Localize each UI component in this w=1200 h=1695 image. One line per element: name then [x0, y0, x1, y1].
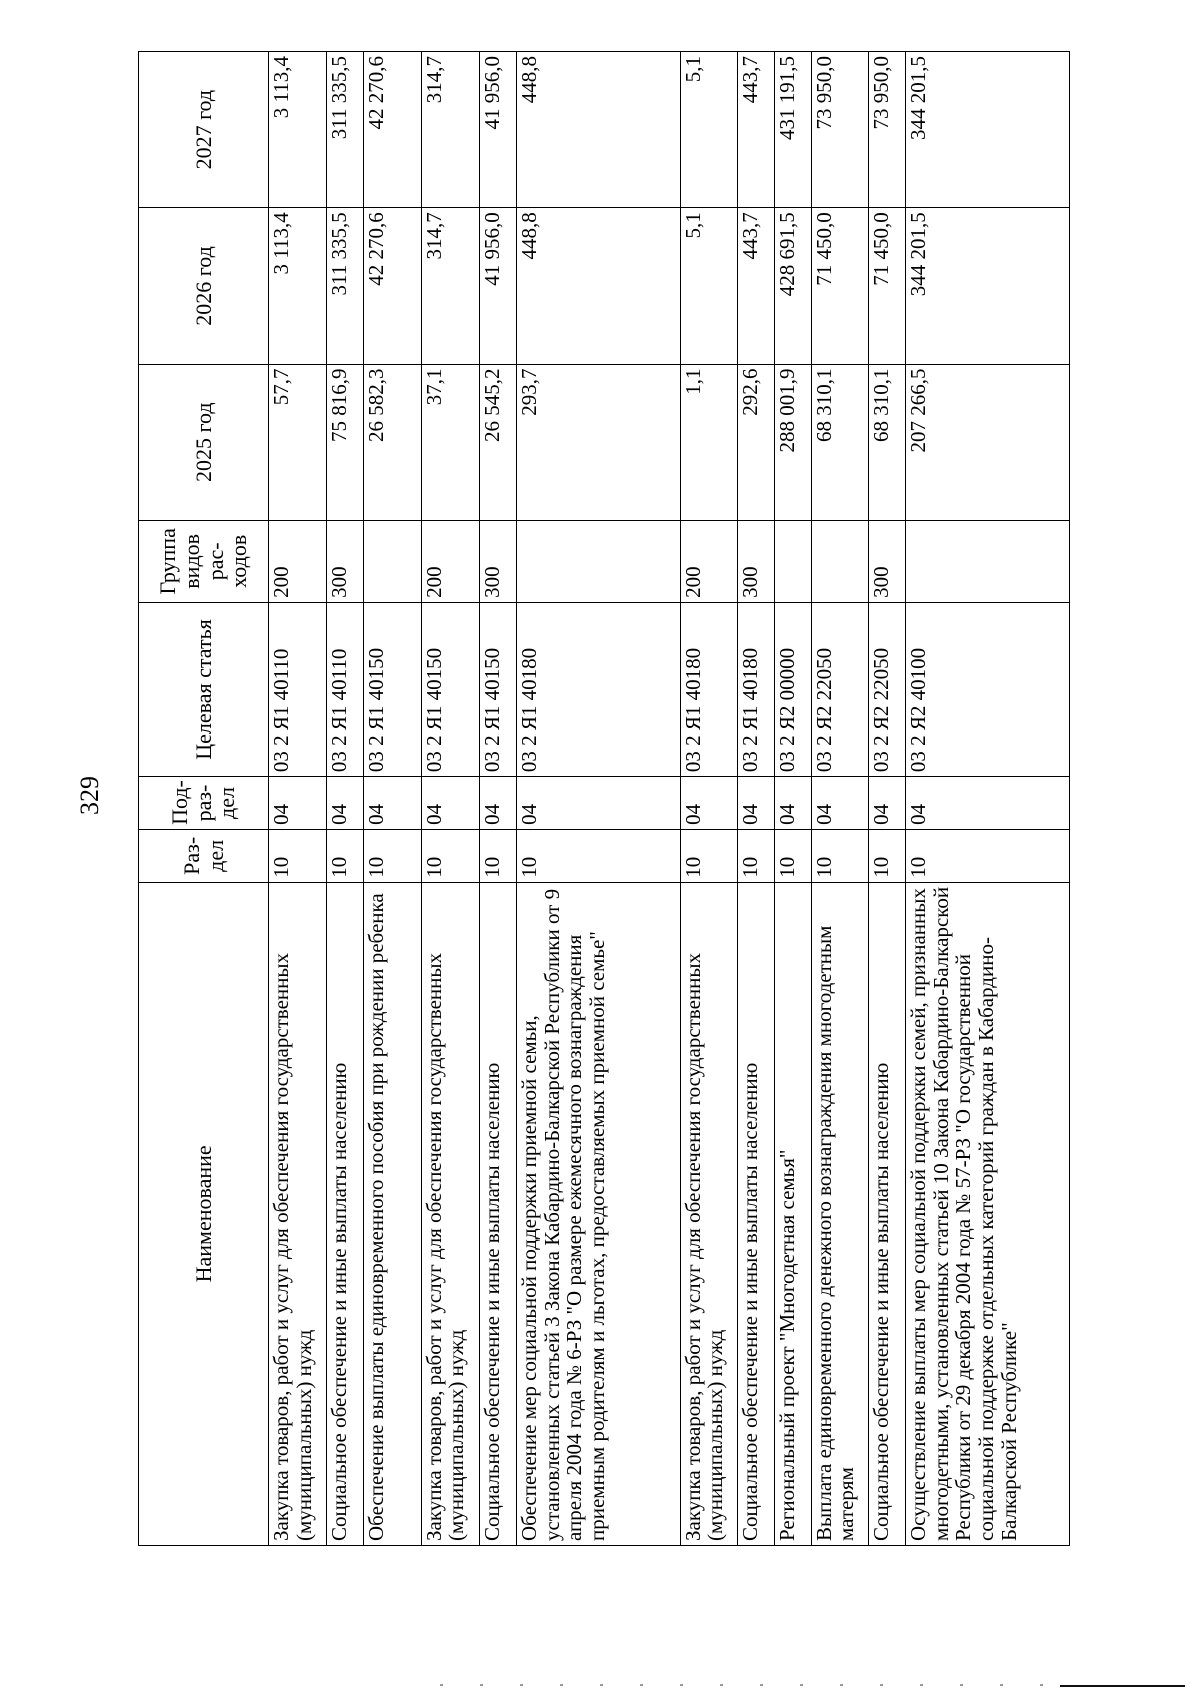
row-gruppa [774, 520, 811, 602]
row-2027: 3 113,4 [269, 52, 327, 208]
row-razdel: 10 [516, 829, 680, 882]
row-2026: 41 956,0 [479, 208, 516, 364]
row-2026: 314,7 [421, 208, 479, 364]
row-podrazdel: 04 [269, 777, 327, 830]
row-2025: 1,1 [680, 364, 737, 520]
row-celevaya-statya: 03 2 Я2 22050 [811, 602, 868, 776]
header-2025: 2025 год [139, 364, 269, 520]
table-row [811, 52, 868, 1546]
table-row [364, 52, 421, 1546]
row-2026: 71 450,0 [811, 208, 868, 364]
row-celevaya-statya: 03 2 Я1 40150 [421, 602, 479, 776]
row-name: Обеспечение мер социальной поддержки приемной семьи, установленных статьей 3 Закона Кабардино-Балкарской Республики от 9 апреля 2004 года № 6-РЗ "О размере ежемесячного вознаграждения приемным родителям и льготах, предоставляемых приемной семье" [516, 882, 680, 1545]
row-razdel: 10 [327, 829, 364, 882]
row-2026: 448,8 [516, 208, 680, 364]
row-2025: 288 001,9 [774, 364, 811, 520]
row-celevaya-statya: 03 2 Я2 22050 [869, 602, 906, 776]
row-razdel: 10 [421, 829, 479, 882]
row-2025: 68 310,1 [869, 364, 906, 520]
row-2025: 293,7 [516, 364, 680, 520]
table-row [327, 52, 364, 1546]
row-2026: 71 450,0 [869, 208, 906, 364]
row-gruppa: 300 [479, 520, 516, 602]
row-razdel: 10 [269, 829, 327, 882]
row-podrazdel: 04 [680, 777, 737, 830]
table-row [421, 52, 479, 1546]
row-name: Закупка товаров, работ и услуг для обеспечения государственных (муниципальных) нужд [269, 882, 327, 1545]
row-2027: 311 335,5 [327, 52, 364, 208]
row-2027: 448,8 [516, 52, 680, 208]
row-2025: 292,6 [738, 364, 775, 520]
row-gruppa: 200 [269, 520, 327, 602]
row-name: Социальное обеспечение и иные выплаты населению [738, 882, 775, 1545]
row-2027: 41 956,0 [479, 52, 516, 208]
row-name: Осуществление выплаты мер социальной поддержки семей, признанных многодетными, установленных статьей 10 Закона Кабардино-Балкарской Республики от 29 декабря 2004 года № 57-РЗ "О государственной социальной поддержке отдельных категорий граждан в Кабардино-Балкарской Республике" [906, 882, 1070, 1545]
table-row [774, 52, 811, 1546]
row-celevaya-statya: 03 2 Я1 40150 [364, 602, 421, 776]
row-podrazdel: 04 [906, 777, 1070, 830]
row-podrazdel: 04 [738, 777, 775, 830]
row-2026: 42 270,6 [364, 208, 421, 364]
row-gruppa: 200 [680, 520, 737, 602]
budget-table [138, 51, 1070, 1546]
row-gruppa [364, 520, 421, 602]
row-2027: 73 950,0 [869, 52, 906, 208]
row-razdel: 10 [738, 829, 775, 882]
row-2026: 3 113,4 [269, 208, 327, 364]
row-name: Социальное обеспечение и иные выплаты населению [327, 882, 364, 1545]
row-razdel: 10 [869, 829, 906, 882]
row-podrazdel: 04 [479, 777, 516, 830]
budget-table-rotated [138, 51, 1070, 1546]
row-gruppa [516, 520, 680, 602]
row-gruppa [906, 520, 1070, 602]
table-row [479, 52, 516, 1546]
row-2025: 68 310,1 [811, 364, 868, 520]
table-row [680, 52, 737, 1546]
row-2025: 37,1 [421, 364, 479, 520]
row-2027: 314,7 [421, 52, 479, 208]
header-gruppa-vidov-rashodov: Группа видов рас-ходов [139, 520, 269, 602]
row-celevaya-statya: 03 2 Я2 40100 [906, 602, 1070, 776]
row-name: Региональный проект "Многодетная семья" [774, 882, 811, 1545]
page-number: 329 [75, 776, 104, 815]
row-name: Выплата единовременного денежного вознаграждения многодетным матерям [811, 882, 868, 1545]
header-podrazdel: Под-раз-дел [139, 777, 269, 830]
row-2027: 5,1 [680, 52, 737, 208]
row-gruppa: 200 [421, 520, 479, 602]
row-celevaya-statya: 03 2 Я1 40180 [516, 602, 680, 776]
row-2025: 57,7 [269, 364, 327, 520]
row-2025: 26 582,3 [364, 364, 421, 520]
row-podrazdel: 04 [364, 777, 421, 830]
row-podrazdel: 04 [516, 777, 680, 830]
table-header-row [139, 52, 269, 1546]
header-2027: 2027 год [139, 52, 269, 208]
row-2027: 42 270,6 [364, 52, 421, 208]
table-body [269, 52, 1070, 1546]
table-row [906, 52, 1070, 1546]
row-name: Закупка товаров, работ и услуг для обеспечения государственных (муниципальных) нужд [421, 882, 479, 1545]
row-name: Закупка товаров, работ и услуг для обеспечения государственных (муниципальных) нужд [680, 882, 737, 1545]
row-celevaya-statya: 03 2 Я2 00000 [774, 602, 811, 776]
row-name: Социальное обеспечение и иные выплаты населению [869, 882, 906, 1545]
row-2026: 428 691,5 [774, 208, 811, 364]
row-celevaya-statya: 03 2 Я1 40180 [738, 602, 775, 776]
row-gruppa: 300 [327, 520, 364, 602]
row-2027: 431 191,5 [774, 52, 811, 208]
row-2027: 344 201,5 [906, 52, 1070, 208]
row-2026: 344 201,5 [906, 208, 1070, 364]
row-2025: 26 545,2 [479, 364, 516, 520]
row-razdel: 10 [774, 829, 811, 882]
row-2025: 207 266,5 [906, 364, 1070, 520]
row-2026: 5,1 [680, 208, 737, 364]
row-gruppa: 300 [869, 520, 906, 602]
header-name: Наименование [139, 882, 269, 1545]
row-podrazdel: 04 [811, 777, 868, 830]
row-celevaya-statya: 03 2 Я1 40180 [680, 602, 737, 776]
table-row [516, 52, 680, 1546]
row-2025: 75 816,9 [327, 364, 364, 520]
row-razdel: 10 [364, 829, 421, 882]
row-podrazdel: 04 [869, 777, 906, 830]
header-celevaya-statya: Целевая статья [139, 602, 269, 776]
row-podrazdel: 04 [774, 777, 811, 830]
row-2027: 73 950,0 [811, 52, 868, 208]
row-celevaya-statya: 03 2 Я1 40110 [327, 602, 364, 776]
row-celevaya-statya: 03 2 Я1 40150 [479, 602, 516, 776]
row-razdel: 10 [906, 829, 1070, 882]
row-2026: 311 335,5 [327, 208, 364, 364]
table-row [738, 52, 775, 1546]
header-2026: 2026 год [139, 208, 269, 364]
table-row [269, 52, 327, 1546]
row-name: Социальное обеспечение и иные выплаты населению [479, 882, 516, 1545]
row-gruppa: 300 [738, 520, 775, 602]
row-2027: 443,7 [738, 52, 775, 208]
row-razdel: 10 [479, 829, 516, 882]
scan-artifact-dots [440, 1684, 1050, 1686]
scan-artifact-line [1060, 1685, 1185, 1687]
row-podrazdel: 04 [421, 777, 479, 830]
row-name: Обеспечение выплаты единовременного пособия при рождении ребенка [364, 882, 421, 1545]
row-2026: 443,7 [738, 208, 775, 364]
row-podrazdel: 04 [327, 777, 364, 830]
table-row [869, 52, 906, 1546]
row-celevaya-statya: 03 2 Я1 40110 [269, 602, 327, 776]
row-gruppa [811, 520, 868, 602]
row-razdel: 10 [680, 829, 737, 882]
row-razdel: 10 [811, 829, 868, 882]
header-razdel: Раз-дел [139, 829, 269, 882]
